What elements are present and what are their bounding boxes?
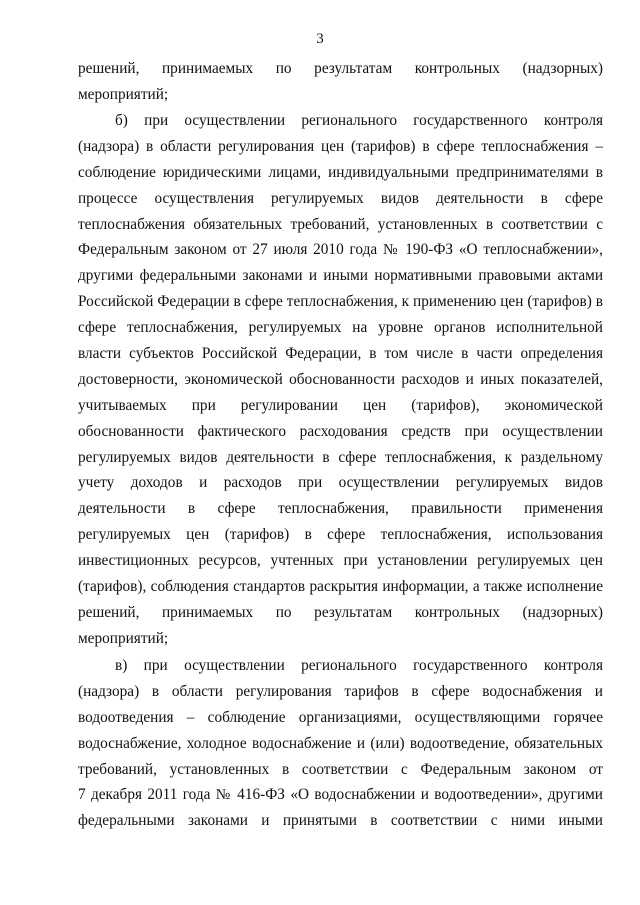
text-line: решений, принимаемых по результатам контрольных (надзорных) — [78, 60, 603, 77]
text-line: регулируемых видов деятельности в сфере теплоснабжения, к раздельному — [78, 448, 603, 466]
paragraph-continuation — [78, 56, 603, 108]
text-line: инвестиционных ресурсов, учтенных при установлении регулируемых цен — [78, 552, 603, 570]
paragraph-item-v — [78, 653, 603, 834]
text-line: Российской Федерации в сфере теплоснабжения, к применению цен (тарифов) в — [78, 293, 603, 311]
text-line: сфере теплоснабжения, регулируемых на уровне органов исполнительной — [78, 319, 603, 337]
text-line: учету доходов и расходов при осуществлении регулируемых видов — [78, 474, 603, 492]
text-line: мероприятий; — [78, 85, 169, 103]
text-line: власти субъектов Российской Федерации, в том числе в части определения — [78, 345, 603, 363]
text-line: соблюдение юридическими лицами, индивидуальными предпринимателями в — [78, 163, 603, 181]
text-line: деятельности в сфере теплоснабжения, правильности применения — [78, 500, 603, 518]
page-number: 3 — [316, 31, 324, 47]
text-line: достоверности, экономической обоснованности расходов и иных показателей, — [78, 370, 603, 388]
text-line: обоснованности фактического расходования средств при осуществлении — [78, 422, 603, 440]
paragraph-item-b — [78, 108, 603, 652]
text-line: 7 декабря 2011 года № 416-ФЗ «О водоснабжении и водоотведении», другими — [78, 786, 603, 804]
text-line: решений, принимаемых по результатам контрольных (надзорных) — [78, 603, 603, 621]
text-line: (надзора) в области регулирования цен (тарифов) в сфере теплоснабжения – — [78, 137, 603, 155]
text-line: водоснабжение, холодное водоснабжение и (или) водоотведение, обязательных — [78, 734, 603, 752]
text-line: федеральными законами и принятыми в соответствии с ними иными — [78, 812, 603, 830]
text-line: регулируемых цен (тарифов) в сфере теплоснабжения, использования — [78, 526, 603, 544]
text-line: (надзора) в области регулирования тарифов в сфере водоснабжения и — [78, 682, 603, 700]
text-line: мероприятий; — [78, 629, 169, 647]
text-line: процессе осуществления регулируемых видов деятельности в сфере — [78, 189, 603, 207]
text-line: Федеральным законом от 27 июля 2010 года № 190-ФЗ «О теплоснабжении», — [78, 241, 603, 259]
text-line: теплоснабжения обязательных требований, установленных в соответствии с — [78, 215, 603, 233]
text-line: в) при осуществлении регионального государственного контроля — [115, 657, 603, 674]
text-line: требований, установленных в соответствии с Федеральным законом от — [78, 760, 603, 778]
text-line: водоотведения – соблюдение организациями, осуществляющими горячее — [78, 708, 603, 726]
text-line: учитываемых при регулировании цен (тарифов), экономической — [78, 396, 603, 414]
text-line: б) при осуществлении регионального государственного контроля — [115, 112, 603, 129]
text-line: (тарифов), соблюдения стандартов раскрытия информации, а также исполнение — [78, 578, 603, 596]
text-line: другими федеральными законами и иными нормативными правовыми актами — [78, 267, 603, 285]
